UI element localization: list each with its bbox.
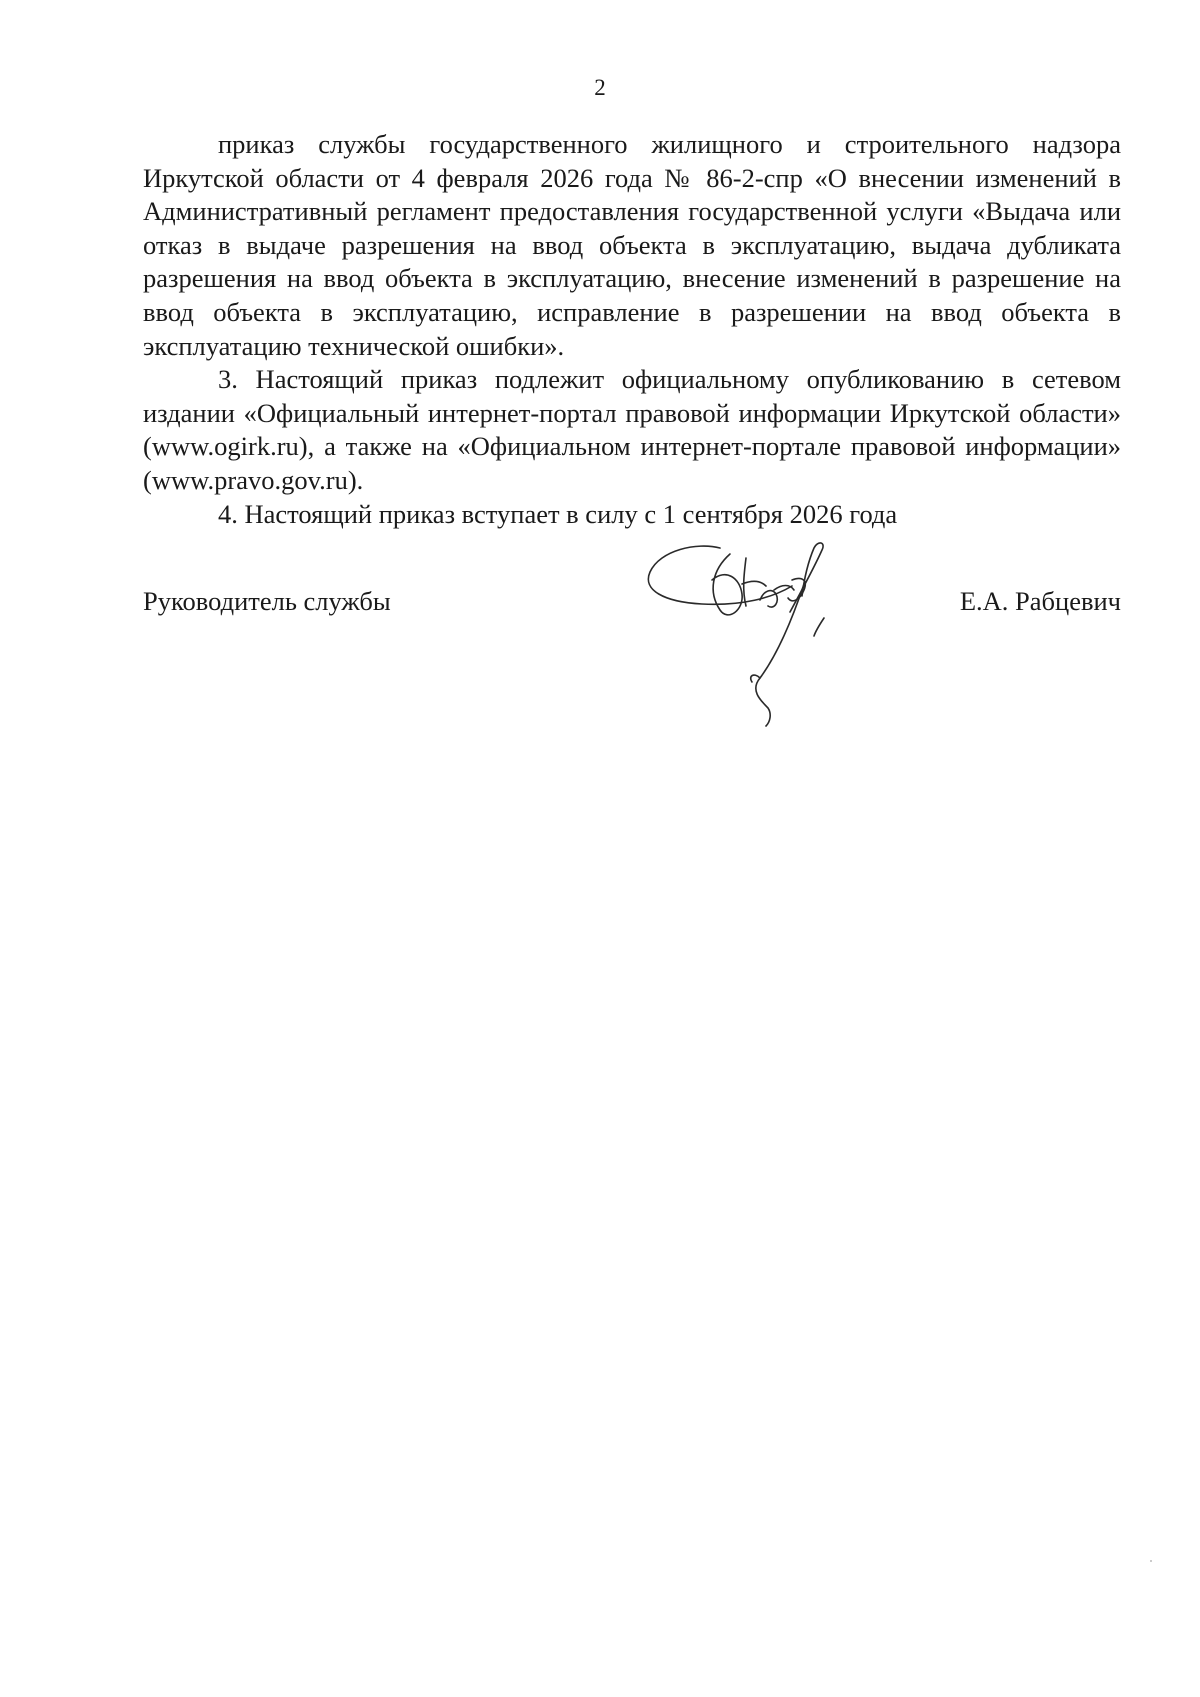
document-body [143,128,1121,531]
signature-block [143,584,1121,624]
paragraph-item-3-publication: 3. Настоящий приказ подлежит официальному опубликованию в сетевом издании «Официальный интернет-портал правовой информации Иркутской области» (www.ogirk.ru), а также на «Официальном интернет-портале правовой информации» (www.pravo.gov.ru). [143,364,1121,495]
page-number: 2 [594,75,606,100]
paragraph-item-4-effective-date: 4. Настоящий приказ вступает в силу с 1 сентября 2026 года [218,498,898,529]
handwritten-signature [642,540,892,740]
signer-name: Е.А. Рабцевич [959,586,1121,616]
signer-position: Руководитель службы [143,586,391,616]
scan-artifact [1150,1560,1152,1562]
paragraph-order-reference: приказ службы государственного жилищного и строительного надзора Иркутской области от 4 февраля 2026 года № 86-2-спр «О внесении изменений в Административный регламент предоставления государственной услуги «Выдача или отказ в выдаче разрешения на ввод объекта в эксплуатацию, выдача дубликата разрешения на ввод объекта в эксплуатацию, внесение изменений в разрешение на ввод объекта в эксплуатацию, исправление в разрешении на ввод объекта в эксплуатацию технической ошибки». [143,129,1121,361]
